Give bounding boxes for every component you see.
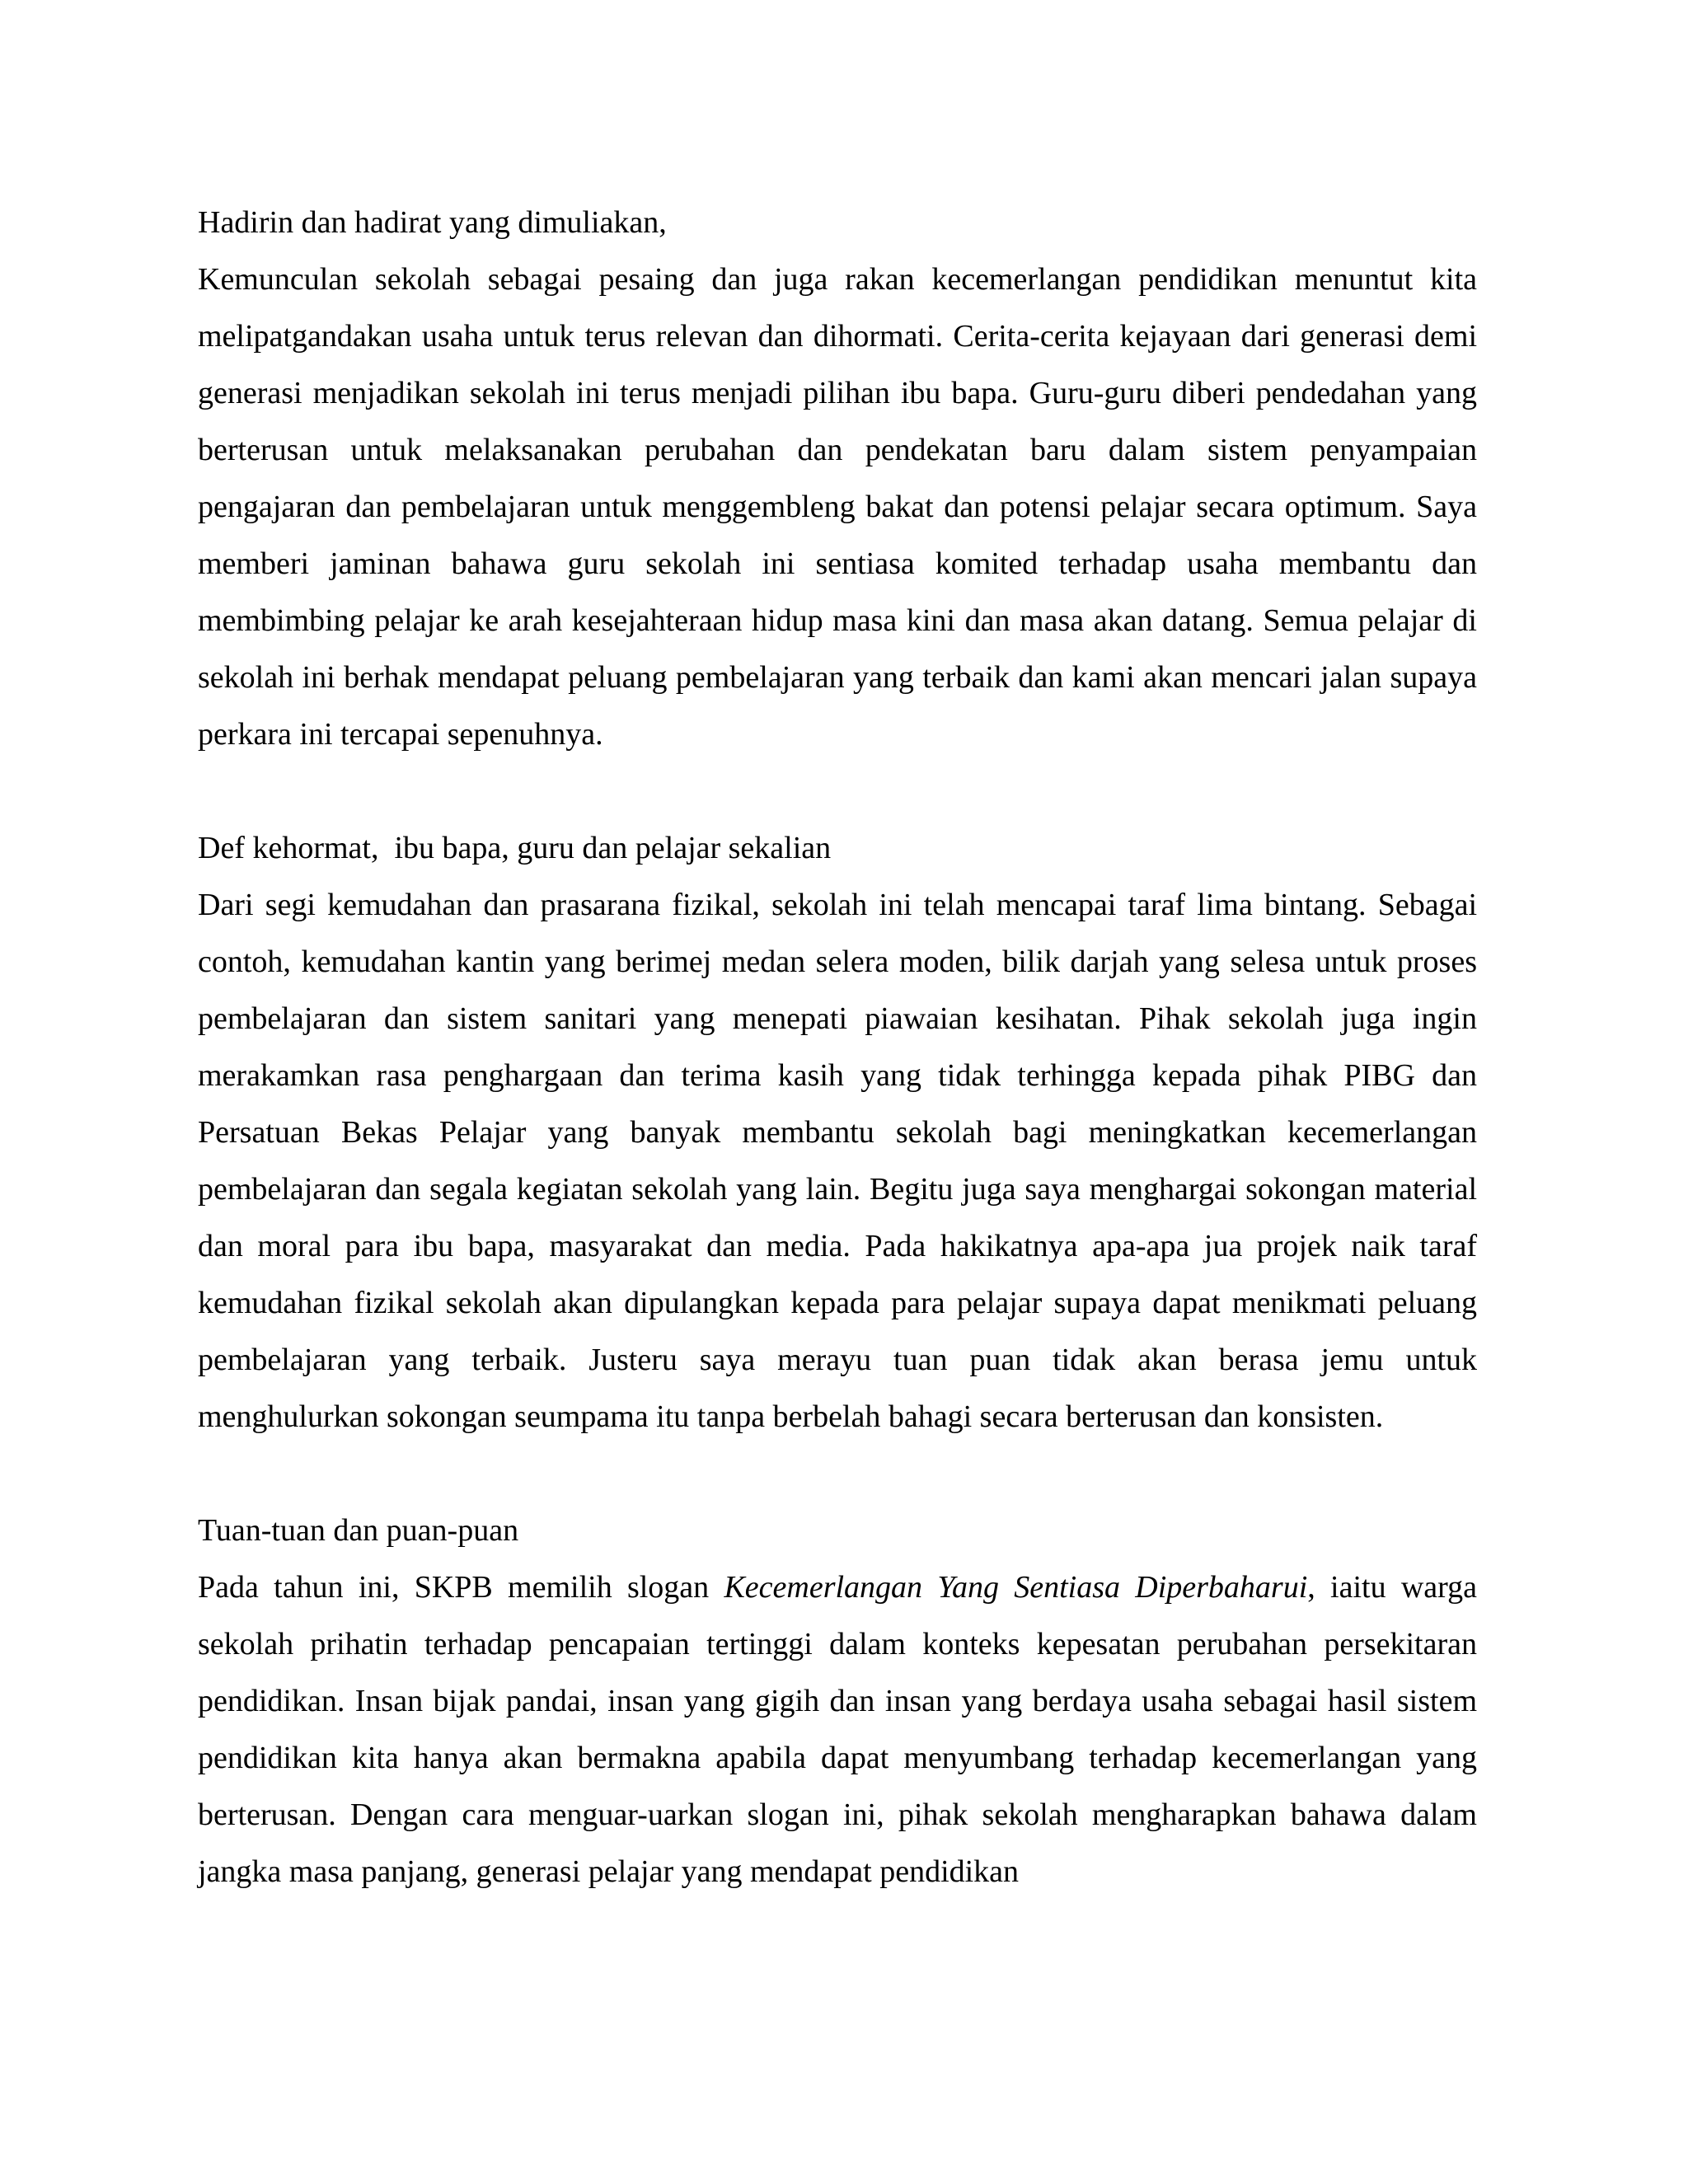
paragraph-text-before-slogan: Pada tahun ini, SKPB memilih slogan [198,1570,724,1605]
body-paragraph: Dari segi kemudahan dan prasarana fizikal, sekolah ini telah mencapai taraf lima bintang. Sebagai contoh, kemudahan kantin yang berimej medan selera moden, bilik darjah yang selesa untuk proses pembelajaran dan sistem sanitari yang menepati piawaian kesihatan. Pihak sekolah juga ingin merakamkan rasa penghargaan dan terima kasih yang tidak terhingga kepada pihak PIBG dan Persatuan Bekas Pelajar yang banyak membantu sekolah bagi meningkatkan kecemerlangan pembelajaran dan segala kegiatan sekolah yang lain. Begitu juga saya menghargai sokongan material dan moral para ibu bapa, masyarakat dan media. Pada hakikatnya apa-apa jua projek naik taraf kemudahan fizikal sekolah akan dipulangkan kepada para pelajar supaya dapat menikmati peluang pembelajaran yang terbaik. Justeru saya merayu tuan puan tidak akan berasa jemu untuk menghulurkan sokongan seumpama itu tanpa berbelah bahagi secara berterusan dan konsisten. [198,888,1477,1434]
body-paragraph [198,1559,1477,1900]
body-paragraph: Kemunculan sekolah sebagai pesaing dan juga rakan kecemerlangan pendidikan menuntut kita melipatgandakan usaha untuk terus relevan dan dihormati. Cerita-cerita kejayaan dari generasi demi generasi menjadikan sekolah ini terus menjadi pilihan ibu bapa. Guru-guru diberi pendedahan yang berterusan untuk melaksanakan perubahan dan pendekatan baru dalam sistem penyampaian pengajaran dan pembelajaran untuk menggembleng bakat dan potensi pelajar secara optimum. Saya memberi jaminan bahawa guru sekolah ini sentiasa komited terhadap usaha membantu dan membimbing pelajar ke arah kesejahteraan hidup masa kini dan masa akan datang. Semua pelajar di sekolah ini berhak mendapat peluang pembelajaran yang terbaik dan kami akan mencari jalan supaya perkara ini tercapai sepenuhnya. [198,262,1477,752]
paragraph-text-after-slogan: , iaitu warga sekolah prihatin terhadap pencapaian tertinggi dalam konteks kepesatan perubahan persekitaran pendidikan. Insan bijak pandai, insan yang gigih dan insan yang berdaya usaha sebagai hasil sistem pendidikan kita hanya akan bermakna apabila dapat menyumbang terhadap kecemerlangan yang berterusan. Dengan cara menguar-uarkan slogan ini, pihak sekolah mengharapkan bahawa dalam jangka masa panjang, generasi pelajar yang mendapat pendidikan [198,1570,1478,1889]
section-3 [198,1502,1477,1900]
salutation-heading: Tuan-tuan dan puan-puan [198,1513,519,1548]
slogan-italic: Kecemerlangan Yang Sentiasa Diperbaharui [724,1570,1308,1605]
section-2 [198,820,1477,1446]
section-1 [198,194,1477,763]
salutation-heading: Def kehormat, ibu bapa, guru dan pelajar sekalian [198,831,832,865]
salutation-heading: Hadirin dan hadirat yang dimuliakan, [198,205,667,240]
document-body [198,194,1477,1900]
